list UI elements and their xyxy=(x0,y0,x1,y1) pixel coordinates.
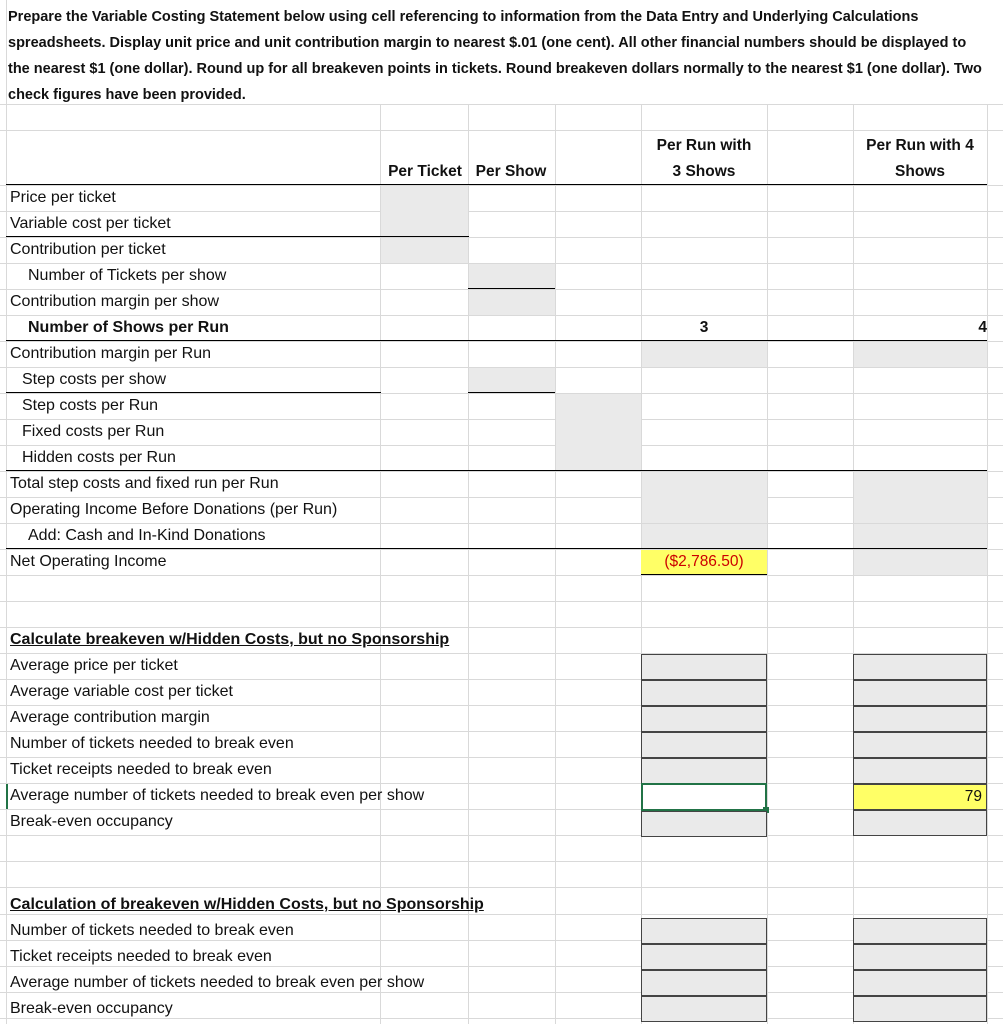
s2-run4-cell[interactable] xyxy=(853,918,987,944)
cell-contribution-per-ticket[interactable] xyxy=(381,238,468,263)
instructions-text: Prepare the Variable Costing Statement below using cell referencing to information from the Data Entry and Underlying Calculations spreadsheets. Display unit price and unit contribution margin to nearest $.01 (one cent). All other financial numbers should be displayed to the nearest $1 (one dollar). Round up for all breakeven points in tickets. Round breakeven dollars normally to the nearest $1 (one dollar). Two check figures have been provided. xyxy=(8,9,982,103)
row-hidden-costs-run: Hidden costs per Run xyxy=(22,449,176,466)
s1-run4-cell[interactable] xyxy=(853,654,987,680)
s1-run4-cell[interactable] xyxy=(853,680,987,706)
section2-title: Calculation of breakeven w/Hidden Costs, but no Sponsorship xyxy=(10,896,484,913)
header-run3-line2: 3 Shows xyxy=(672,163,736,180)
row-selection-marker xyxy=(6,784,8,809)
s2-run3-cell[interactable] xyxy=(641,996,767,1022)
s2-run4-cell[interactable] xyxy=(853,996,987,1022)
header-per-show: Per Show xyxy=(475,163,547,180)
cell-tickets-per-show[interactable] xyxy=(469,264,555,289)
cell-contribution-per-show[interactable] xyxy=(469,290,555,315)
row-price-per-ticket: Price per ticket xyxy=(10,189,116,206)
row-total-costs: Total step costs and fixed run per Run xyxy=(10,475,279,492)
header-run4-line1: Per Run with 4 xyxy=(866,137,974,154)
section1-item: Average number of tickets needed to break even per show xyxy=(10,787,425,804)
row-cm-per-run: Contribution margin per Run xyxy=(10,345,211,362)
s1-run4-cell[interactable] xyxy=(853,706,987,732)
cell-net-income-run4[interactable] xyxy=(854,550,987,575)
row-operating-income: Operating Income Before Donations (per Run) xyxy=(10,501,338,518)
s1-run4-cell[interactable] xyxy=(853,732,987,758)
selected-cell[interactable] xyxy=(641,783,767,811)
section2-item: Break-even occupancy xyxy=(10,1000,173,1017)
s1-run3-cell[interactable] xyxy=(641,680,767,706)
row-tickets-per-show: Number of Tickets per show xyxy=(28,267,227,284)
section1-title: Calculate breakeven w/Hidden Costs, but no Sponsorship xyxy=(10,631,450,648)
s2-run4-cell[interactable] xyxy=(853,970,987,996)
row-donations: Add: Cash and In-Kind Donations xyxy=(28,527,266,544)
s1-run3-cell[interactable] xyxy=(641,706,767,732)
cell-step-costs-show[interactable] xyxy=(469,368,555,393)
row-step-costs-show: Step costs per show xyxy=(22,371,167,388)
cell-run-costs-block[interactable] xyxy=(556,394,641,471)
row-shows-per-run: Number of Shows per Run xyxy=(28,319,229,336)
section1-item: Break-even occupancy xyxy=(10,813,173,830)
section2-item: Number of tickets needed to break even xyxy=(10,922,294,939)
s2-run4-cell[interactable] xyxy=(853,944,987,970)
shows-run3-value[interactable]: 3 xyxy=(699,319,709,336)
avg-tickets-run4-value: 79 xyxy=(964,788,982,805)
s2-run3-cell[interactable] xyxy=(641,970,767,996)
section2-item: Ticket receipts needed to break even xyxy=(10,948,272,965)
cell-donations-run3[interactable] xyxy=(642,524,767,549)
avg-tickets-run4-check[interactable] xyxy=(853,784,987,810)
cell-cm-run4[interactable] xyxy=(854,342,987,367)
row-contribution-per-ticket: Contribution per ticket xyxy=(10,241,166,258)
s1-run3-cell[interactable] xyxy=(641,654,767,680)
section1-item: Average variable cost per ticket xyxy=(10,683,233,700)
header-per-ticket: Per Ticket xyxy=(388,163,462,180)
row-net-operating-income: Net Operating Income xyxy=(10,553,167,570)
cell-total-costs-run4[interactable] xyxy=(854,472,987,523)
row-step-costs-run: Step costs per Run xyxy=(22,397,159,414)
net-income-run3-check[interactable]: ($2,786.50) xyxy=(641,550,767,574)
section1-item: Number of tickets needed to break even xyxy=(10,735,294,752)
row-variable-cost: Variable cost per ticket xyxy=(10,215,171,232)
s1-run3-cell[interactable] xyxy=(641,758,767,784)
header-underline xyxy=(6,184,987,185)
s1-run3-cell[interactable] xyxy=(641,732,767,758)
s1-run4-cell[interactable] xyxy=(853,810,987,836)
section1-item: Ticket receipts needed to break even xyxy=(10,761,272,778)
header-run3-line1: Per Run with xyxy=(656,137,752,154)
cell-price-per-ticket[interactable] xyxy=(381,186,468,236)
s2-run3-cell[interactable] xyxy=(641,918,767,944)
s2-run3-cell[interactable] xyxy=(641,944,767,970)
section1-item: Average price per ticket xyxy=(10,657,178,674)
cell-cm-run3[interactable] xyxy=(642,342,767,367)
cell-donations-run4[interactable] xyxy=(854,524,987,549)
header-run4-line2: Shows xyxy=(895,163,945,180)
cell-total-costs-run3[interactable] xyxy=(642,472,767,523)
section2-item: Average number of tickets needed to break even per show xyxy=(10,974,425,991)
s1-run4-cell[interactable] xyxy=(853,758,987,784)
shows-run4-value[interactable]: 4 xyxy=(978,319,987,336)
s1-run3-cell[interactable] xyxy=(641,811,767,837)
row-fixed-costs-run: Fixed costs per Run xyxy=(22,423,165,440)
section1-item: Average contribution margin xyxy=(10,709,210,726)
row-cm-per-show: Contribution margin per show xyxy=(10,293,219,310)
